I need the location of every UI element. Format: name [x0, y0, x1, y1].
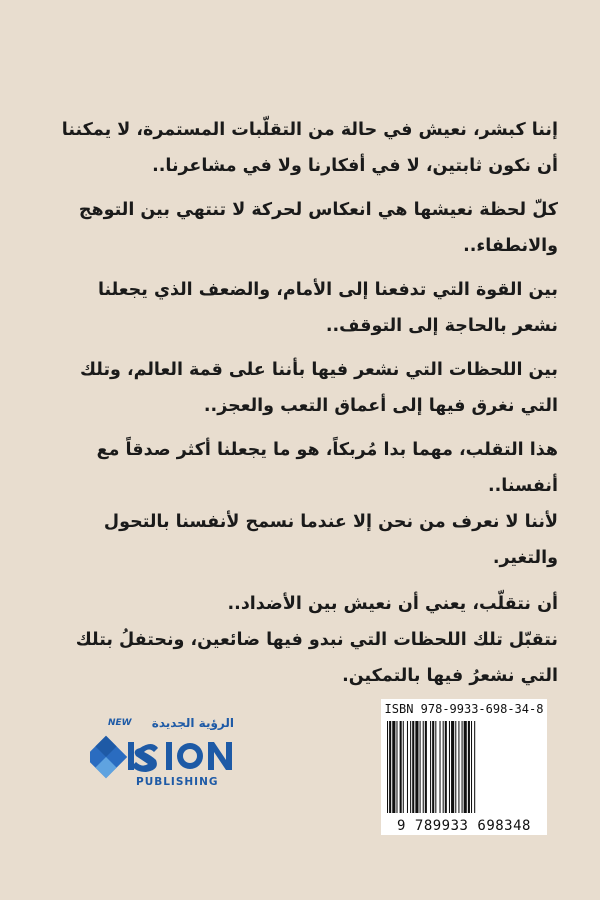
- barcode-bar: [445, 721, 447, 813]
- barcode-bar: [468, 721, 470, 813]
- barcode-bar: [389, 721, 391, 813]
- blurb-paragraph: هذا التقلب، مهما بدا مُربكاً، هو ما يجعلنا أكثر صدقاً مع أنفسنا..: [96, 440, 558, 496]
- barcode-bar: [462, 721, 463, 813]
- barcode-bar: [430, 721, 431, 813]
- isbn-label: ISBN 978-9933-698-34-8: [384, 702, 544, 716]
- barcode-bar: [432, 721, 434, 813]
- barcode-bar: [392, 721, 395, 813]
- blurb-paragraph: بين القوة التي تدفعنا إلى الأمام، والضعف الذي يجعلنا نشعر بالحاجة إلى التوقف..: [97, 280, 558, 336]
- barcode-bar: [403, 721, 404, 813]
- barcode-bar: [420, 721, 421, 813]
- barcode-bar: [443, 721, 444, 813]
- barcode-bar: [474, 721, 475, 813]
- barcode-bar: [425, 721, 427, 813]
- barcode-bar: [458, 721, 459, 813]
- blurb-paragraph: أن نتقلّب، يعني أن نعيش بين الأضداد..: [227, 594, 558, 614]
- blurb-text: [58, 112, 558, 694]
- barcode-number: 9 789933 698348: [397, 818, 531, 834]
- barcode-bar: [423, 721, 424, 813]
- barcode-bar: [464, 721, 467, 813]
- publisher-tagline: PUBLISHING: [136, 776, 219, 788]
- barcode-bar: [415, 721, 418, 813]
- vision-logo-icon: [90, 730, 240, 780]
- blurb-paragraph: إننا كبشر، نعيش في حالة من التقلّبات المستمرة، لا يمكننا أن نكون ثابتين، لا في أفكارنا ولا في مشاعرنا..: [61, 120, 558, 176]
- blurb-paragraph: نتقبّل تلك اللحظات التي نبدو فيها ضائعين، ونحتفلُ بتلك التي نشعرُ فيها بالتمكين.: [75, 630, 558, 686]
- publisher-name-arabic: الرؤية الجديدة: [151, 716, 234, 730]
- barcode-bar: [440, 721, 441, 813]
- publisher-logo: [90, 716, 240, 796]
- isbn-barcode: [381, 699, 547, 835]
- blurb-paragraph: بين اللحظات التي نشعر فيها بأننا على قمة العالم، وتلك التي نغرق فيها إلى أعماق التعب والعجز..: [80, 360, 558, 416]
- logo-new-label: NEW: [108, 718, 132, 728]
- blurb-paragraph: لأننا لا نعرف من نحن إلا عندما نسمح لأنفسنا بالتحول والتغير.: [103, 512, 558, 568]
- barcode-bar: [410, 721, 411, 813]
- barcode-bar: [435, 721, 436, 813]
- barcode-bar: [387, 721, 388, 813]
- blurb-paragraph: كلّ لحظة نعيشها هي انعكاس لحركة لا تنتهي بين التوهج والانطفاء..: [78, 200, 558, 256]
- barcode-bars: [387, 721, 541, 813]
- barcode-bar: [449, 721, 450, 813]
- barcode-bar: [400, 721, 402, 813]
- barcode-bar: [471, 721, 472, 813]
- barcode-bar: [451, 721, 454, 813]
- barcode-bar: [396, 721, 397, 813]
- barcode-bar: [412, 721, 414, 813]
- barcode-bar: [455, 721, 456, 813]
- barcode-bar: [407, 721, 408, 813]
